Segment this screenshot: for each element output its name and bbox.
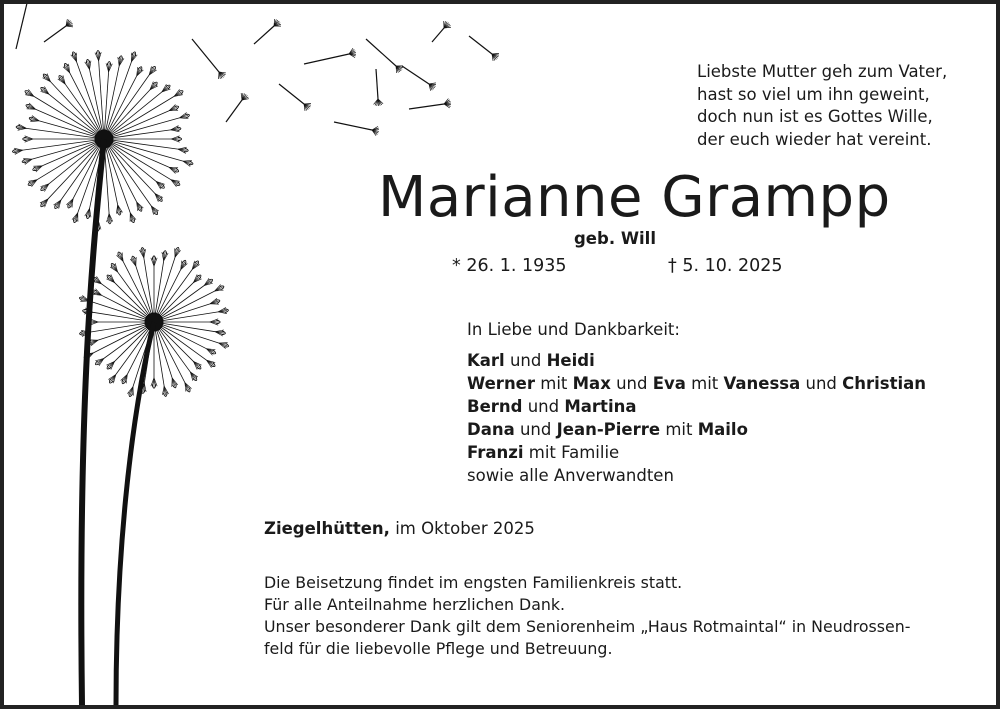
mourner-line xyxy=(467,395,926,418)
death-date: † 5. 10. 2025 xyxy=(668,256,783,276)
mourner-name: Bernd xyxy=(467,397,523,416)
closing-line: feld für die liebevolle Pflege und Betreuung. xyxy=(264,639,613,658)
mourner-name: Mailo xyxy=(697,420,748,439)
date: im Oktober 2025 xyxy=(389,519,535,538)
verse-line: Liebste Mutter geh zum Vater, xyxy=(697,62,948,81)
mourner-line xyxy=(467,441,926,464)
closing-line: Unser besonderer Dank gilt dem Seniorenheim „Haus Rotmaintal“ in Neudrossen- xyxy=(264,617,911,636)
mourner-connector: sowie alle Anverwandten xyxy=(467,466,674,485)
flying-seeds-icon xyxy=(16,4,499,136)
mourner-connector: mit Familie xyxy=(523,443,620,462)
dandelion-stem-large xyxy=(81,139,104,705)
mourner-name: Heidi xyxy=(546,351,595,370)
mourner-connector: und xyxy=(800,374,843,393)
birth-date: * 26. 1. 1935 xyxy=(452,256,567,276)
mourner-connector: mit xyxy=(685,374,724,393)
mourner-name: Dana xyxy=(467,420,515,439)
mourner-connector: und xyxy=(610,374,653,393)
verse-line: hast so viel um ihn geweint, xyxy=(697,84,930,104)
mourner-name: Werner xyxy=(467,374,536,393)
mourner-connector: und xyxy=(522,397,565,416)
mourner-name: Jean-Pierre xyxy=(556,420,661,439)
mourner-line xyxy=(467,464,926,487)
mourner-name: Martina xyxy=(564,397,637,416)
closing-line: Für alle Anteilnahme herzlichen Dank. xyxy=(264,595,566,614)
mourner-line xyxy=(467,418,926,441)
mourners-intro: In Liebe und Dankbarkeit: xyxy=(467,320,680,339)
mourner-connector: und xyxy=(514,420,557,439)
mourner-connector: und xyxy=(504,351,547,370)
verse xyxy=(697,61,947,151)
mourner-connector: mit xyxy=(535,374,573,393)
closing-text xyxy=(264,572,910,660)
mourner-name: Karl xyxy=(467,351,505,370)
verse-line: doch nun ist es Gottes Wille, xyxy=(697,107,933,126)
verse-line: der euch wieder hat vereint. xyxy=(697,129,932,149)
birth-name: geb. Will xyxy=(574,229,656,248)
place-date xyxy=(264,519,535,538)
mourner-name: Eva xyxy=(652,374,686,393)
place: Ziegelhütten, xyxy=(264,519,390,538)
mourner-name: Franzi xyxy=(467,443,524,462)
mourner-name: Vanessa xyxy=(723,374,801,393)
mourner-name: Christian xyxy=(842,374,927,393)
mourners-list xyxy=(467,349,926,487)
mourner-line xyxy=(467,349,926,372)
deceased-name: Marianne Grampp xyxy=(378,165,891,230)
mourner-name: Max xyxy=(572,374,611,393)
mourner-line xyxy=(467,372,926,395)
closing-line: Die Beisetzung findet im engsten Familienkreis statt. xyxy=(264,573,683,592)
mourner-connector: mit xyxy=(660,420,698,439)
